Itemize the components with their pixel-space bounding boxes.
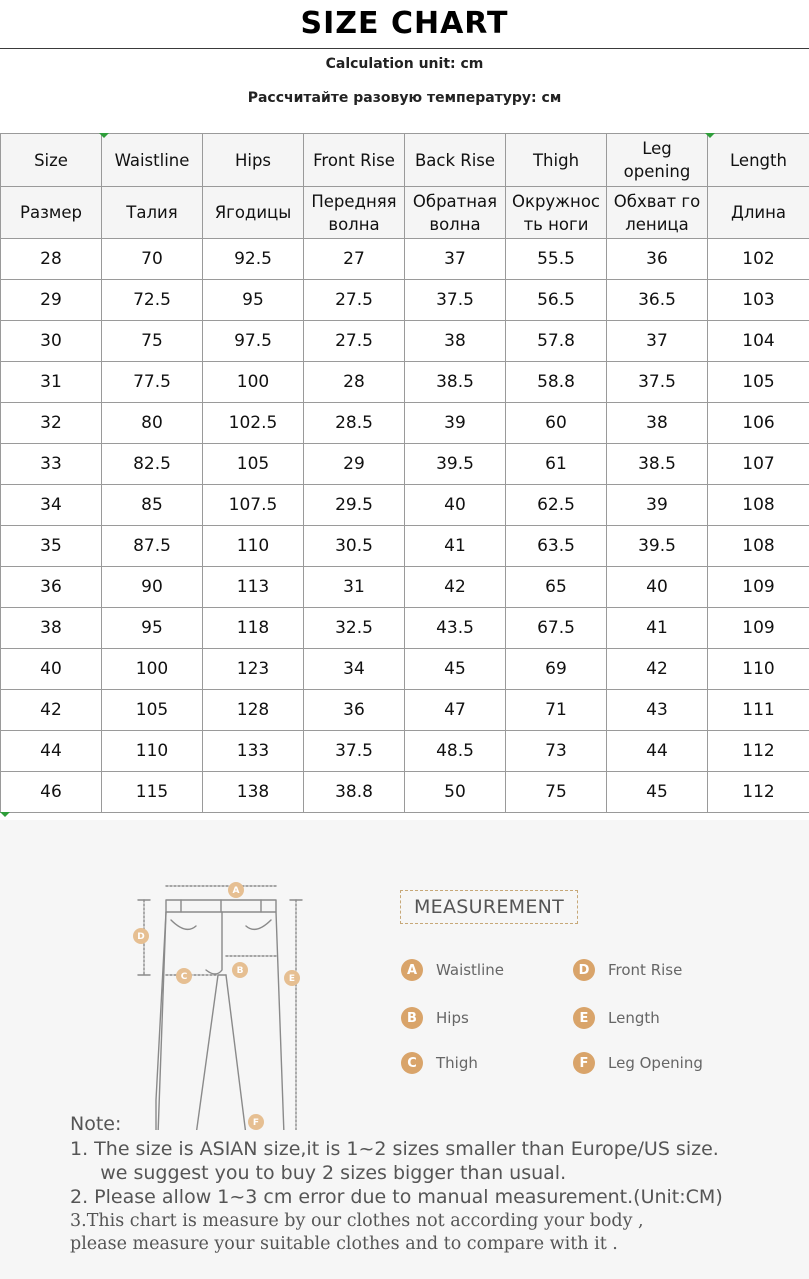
table-cell: 27 [304, 239, 405, 280]
table-cell: 87.5 [102, 526, 203, 567]
table-row [1, 362, 809, 403]
table-cell: 36 [1, 567, 102, 608]
table-cell: 37 [405, 239, 506, 280]
legend-badge: A [401, 959, 423, 981]
table-cell: 95 [102, 608, 203, 649]
table-cell: 50 [405, 772, 506, 813]
table-cell: Back Rise [405, 134, 506, 187]
note-line: 3.This chart is measure by our clothes not according your body , [70, 1211, 644, 1231]
table-cell: 75 [102, 321, 203, 362]
table-cell: 36.5 [607, 280, 708, 321]
legend-item-waistline [401, 958, 504, 982]
legend-label: Hips [436, 1009, 469, 1027]
table-row [1, 321, 809, 362]
table-cell: 38 [607, 403, 708, 444]
legend-item-front-rise [573, 958, 682, 982]
table-cell: 28 [1, 239, 102, 280]
table-cell: Leg opening [607, 134, 708, 187]
table-row [1, 567, 809, 608]
table-cell: 80 [102, 403, 203, 444]
table-cell: 42 [1, 690, 102, 731]
table-cell: 133 [203, 731, 304, 772]
table-cell: 63.5 [506, 526, 607, 567]
table-cell: 105 [203, 444, 304, 485]
table-cell: 45 [405, 649, 506, 690]
table-cell: Передняя волна [304, 187, 405, 239]
table-cell: 70 [102, 239, 203, 280]
table-cell: 41 [607, 608, 708, 649]
table-cell: 61 [506, 444, 607, 485]
note-line: 2. Please allow 1~3 cm error due to manual measurement.(Unit:CM) [70, 1186, 723, 1208]
table-cell: Обратная волна [405, 187, 506, 239]
note-line: please measure your suitable clothes and to compare with it . [70, 1234, 618, 1254]
table-cell: 42 [607, 649, 708, 690]
table-cell: 62.5 [506, 485, 607, 526]
table-row [1, 526, 809, 567]
table-cell: 30.5 [304, 526, 405, 567]
table-cell: 60 [506, 403, 607, 444]
table-cell: 38 [405, 321, 506, 362]
legend-label: Leg Opening [608, 1054, 703, 1072]
table-row [1, 690, 809, 731]
legend-label: Waistline [436, 961, 504, 979]
table-cell: 37.5 [304, 731, 405, 772]
table-cell: 35 [1, 526, 102, 567]
table-cell: 67.5 [506, 608, 607, 649]
table-cell: Front Rise [304, 134, 405, 187]
table-cell: 39 [607, 485, 708, 526]
measurement-title: MEASUREMENT [400, 890, 578, 924]
table-header-row [1, 134, 809, 187]
legend-label: Thigh [436, 1054, 478, 1072]
legend-item-length [573, 1006, 660, 1030]
table-cell: 100 [203, 362, 304, 403]
legend-item-thigh [401, 1051, 478, 1075]
table-cell: 138 [203, 772, 304, 813]
table-cell: 45 [607, 772, 708, 813]
table-cell: 48.5 [405, 731, 506, 772]
table-cell: 107.5 [203, 485, 304, 526]
table-cell: 95 [203, 280, 304, 321]
title-divider [0, 48, 809, 49]
table-cell: 128 [203, 690, 304, 731]
table-cell: 104 [708, 321, 809, 362]
table-cell: 73 [506, 731, 607, 772]
table-cell: 56.5 [506, 280, 607, 321]
table-cell: 43 [607, 690, 708, 731]
table-cell: 77.5 [102, 362, 203, 403]
table-cell: 37.5 [405, 280, 506, 321]
table-cell: 112 [708, 731, 809, 772]
legend-badge: D [573, 959, 595, 981]
table-cell: 31 [1, 362, 102, 403]
table-cell: 38.8 [304, 772, 405, 813]
table-cell: Waistline [102, 134, 203, 187]
table-cell: 40 [1, 649, 102, 690]
table-cell: 36 [607, 239, 708, 280]
table-cell: 105 [708, 362, 809, 403]
table-cell: 90 [102, 567, 203, 608]
table-cell: 108 [708, 526, 809, 567]
table-cell: 113 [203, 567, 304, 608]
table-cell: 32.5 [304, 608, 405, 649]
table-cell: 82.5 [102, 444, 203, 485]
table-cell: 102.5 [203, 403, 304, 444]
table-header-row-ru [1, 187, 809, 239]
table-cell: 71 [506, 690, 607, 731]
table-cell: 27.5 [304, 321, 405, 362]
legend-badge: B [401, 1007, 423, 1029]
table-cell: 108 [708, 485, 809, 526]
table-cell: Длина [708, 187, 809, 239]
table-cell: 29 [1, 280, 102, 321]
table-row [1, 731, 809, 772]
diagram-marker-b: B [236, 966, 244, 976]
legend-badge: E [573, 1007, 595, 1029]
table-cell: 105 [102, 690, 203, 731]
table-cell: Обхват го леница [607, 187, 708, 239]
table-row [1, 772, 809, 813]
table-cell: 55.5 [506, 239, 607, 280]
table-cell: 44 [1, 731, 102, 772]
table-cell: 44 [607, 731, 708, 772]
table-cell: 112 [708, 772, 809, 813]
table-cell: 115 [102, 772, 203, 813]
table-cell: 109 [708, 608, 809, 649]
diagram-marker-a: A [232, 886, 240, 896]
table-cell: 41 [405, 526, 506, 567]
table-cell: 110 [102, 731, 203, 772]
table-cell: 42 [405, 567, 506, 608]
table-cell: Размер [1, 187, 102, 239]
table-cell: 123 [203, 649, 304, 690]
table-row [1, 403, 809, 444]
note-line: we suggest you to buy 2 sizes bigger than usual. [70, 1162, 567, 1184]
table-cell: Окружнос ть ноги [506, 187, 607, 239]
table-cell: 39 [405, 403, 506, 444]
table-cell: 118 [203, 608, 304, 649]
legend-item-hips [401, 1006, 469, 1030]
table-row [1, 239, 809, 280]
page-title: SIZE CHART [300, 6, 509, 41]
corner-mark [0, 812, 10, 817]
table-cell: 29.5 [304, 485, 405, 526]
legend-badge: F [573, 1052, 595, 1074]
table-cell: 69 [506, 649, 607, 690]
table-row [1, 649, 809, 690]
table-cell: 110 [203, 526, 304, 567]
table-cell: 57.8 [506, 321, 607, 362]
table-cell: 75 [506, 772, 607, 813]
table-cell: 40 [607, 567, 708, 608]
table-cell: 46 [1, 772, 102, 813]
table-cell: Талия [102, 187, 203, 239]
diagram-marker-c: C [180, 972, 188, 982]
table-cell: 30 [1, 321, 102, 362]
table-cell: 38 [1, 608, 102, 649]
table-cell: 28 [304, 362, 405, 403]
table-cell: 32 [1, 403, 102, 444]
table-row [1, 280, 809, 321]
table-cell: 38.5 [405, 362, 506, 403]
measurement-section [0, 820, 809, 1279]
legend-label: Front Rise [608, 961, 683, 979]
table-cell: 92.5 [203, 239, 304, 280]
table-cell: 29 [304, 444, 405, 485]
corner-mark [99, 133, 109, 138]
table-cell: 107 [708, 444, 809, 485]
size-table [0, 133, 809, 813]
table-cell: 34 [304, 649, 405, 690]
table-cell: 37 [607, 321, 708, 362]
table-row [1, 485, 809, 526]
table-cell: 65 [506, 567, 607, 608]
table-cell: 100 [102, 649, 203, 690]
table-cell: Length [708, 134, 809, 187]
table-cell: 103 [708, 280, 809, 321]
corner-mark [705, 133, 715, 138]
table-cell: 37.5 [607, 362, 708, 403]
legend-label: Length [608, 1009, 660, 1027]
table-cell: 111 [708, 690, 809, 731]
table-cell: 102 [708, 239, 809, 280]
table-cell: 36 [304, 690, 405, 731]
table-cell: Ягодицы [203, 187, 304, 239]
table-cell: 43.5 [405, 608, 506, 649]
table-cell: 85 [102, 485, 203, 526]
table-cell: 58.8 [506, 362, 607, 403]
table-cell: 47 [405, 690, 506, 731]
table-cell: 110 [708, 649, 809, 690]
table-cell: Thigh [506, 134, 607, 187]
table-row [1, 608, 809, 649]
note-line: 1. The size is ASIAN size,it is 1~2 sizes smaller than Europe/US size. [70, 1138, 719, 1160]
table-cell: 28.5 [304, 403, 405, 444]
pants-outline-icon [126, 860, 316, 1130]
legend-badge: C [401, 1052, 423, 1074]
table-cell: Size [1, 134, 102, 187]
table-cell: 33 [1, 444, 102, 485]
diagram-marker-d: D [137, 932, 145, 942]
table-cell: 34 [1, 485, 102, 526]
diagram-marker-e: E [288, 974, 296, 984]
table-row [1, 444, 809, 485]
diagram-marker-f: F [252, 1118, 260, 1128]
table-cell: 72.5 [102, 280, 203, 321]
table-cell: 39.5 [405, 444, 506, 485]
table-cell: 97.5 [203, 321, 304, 362]
table-cell: 106 [708, 403, 809, 444]
unit-caption-ru: Рассчитайте разовую температуру: см [247, 90, 562, 106]
table-cell: 31 [304, 567, 405, 608]
table-cell: 40 [405, 485, 506, 526]
table-cell: 109 [708, 567, 809, 608]
unit-caption: Calculation unit: cm [325, 56, 484, 72]
table-cell: Hips [203, 134, 304, 187]
note-heading: Note: [70, 1113, 122, 1135]
table-cell: 27.5 [304, 280, 405, 321]
table-cell: 39.5 [607, 526, 708, 567]
table-cell: 38.5 [607, 444, 708, 485]
legend-item-leg-opening [573, 1051, 703, 1075]
